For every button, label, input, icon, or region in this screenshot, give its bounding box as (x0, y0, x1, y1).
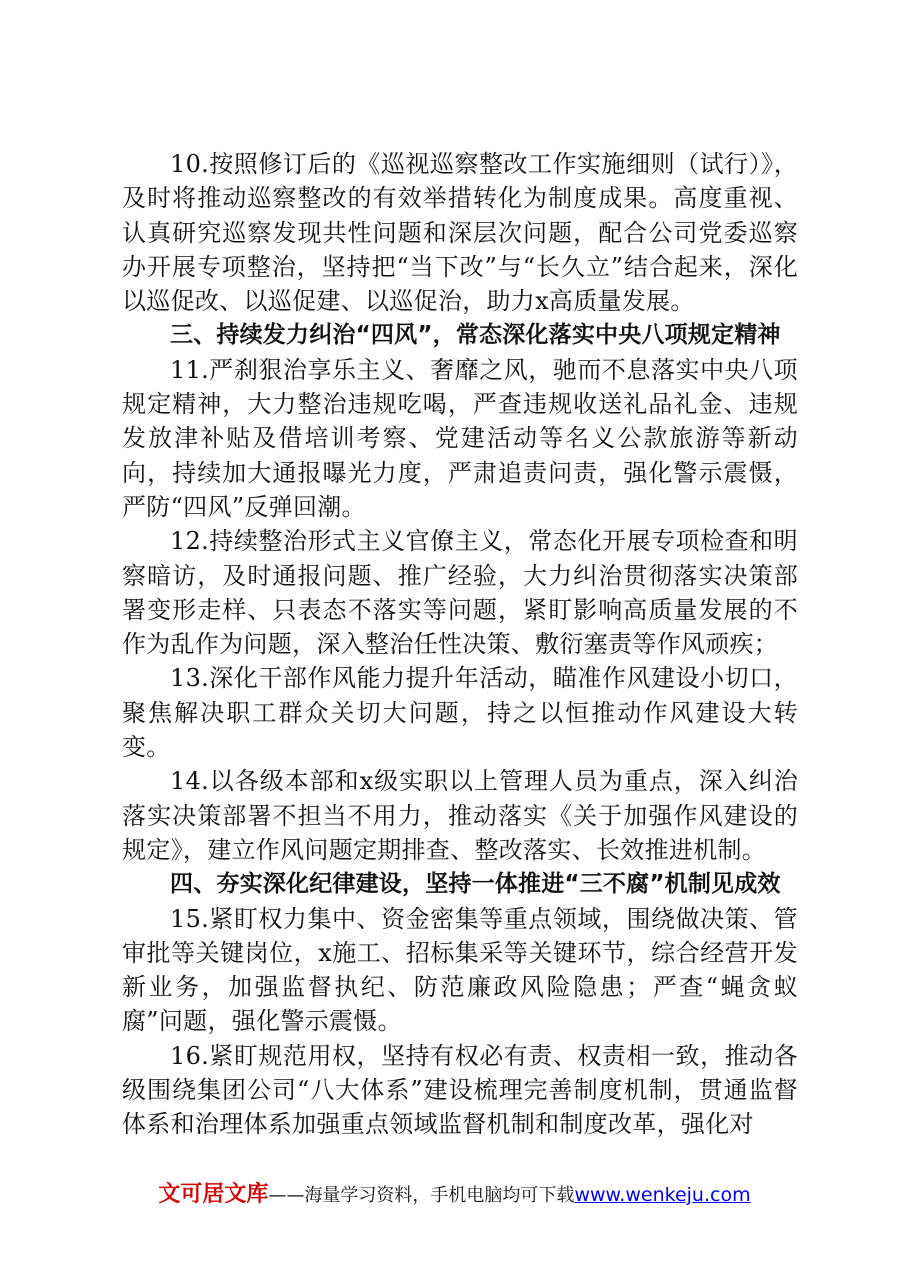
paragraph-13: 13.深化干部作风能力提升年活动，瞄准作风建设小切口，聚焦解决职工群众关切大问题，持之以恒推动作风建设大转变。 (122, 664, 798, 762)
paragraph-14: 14.以各级本部和x级实职以上管理人员为重点，深入纠治落实决策部署不担当不用力，推动落实《关于加强作风建设的规定》，建立作风问题定期排查、整改落实、长效推进机制。 (122, 767, 798, 864)
paragraph-12: 12.持续整治形式主义官僚主义，常态化开展专项检查和明察暗访，及时通报问题、推广经验，大力纠治贯彻落实决策部署变形走样、只表态不落实等问题，紧盯影响高质量发展的不作为乱作为问题，深入整治任性决策、敷衍塞责等作风顽疾； (122, 527, 798, 659)
footer-slogan: ——海量学习资料，手机电脑均可下载 (268, 1185, 575, 1206)
paragraph-16: 16.紧盯规范用权，坚持有权必有责、权责相一致，推动各级围绕集团公司“八大体系”建设梳理完善制度机制，贯通监督体系和治理体系加强重点领域监督机制和制度改革，强化对 (122, 1041, 798, 1139)
document-body (122, 147, 798, 1142)
site-link[interactable]: www.wenkeju.com (574, 1184, 751, 1206)
section-heading-3: 三、持续发力纠治“四风”，常态深化落实中央八项规定精神 (170, 322, 781, 349)
watermark-footer (0, 1180, 909, 1211)
paragraph-15: 15.紧盯权力集中、资金密集等重点领域，围绕做决策、管审批等关键岗位，x施工、招标集采等关键环节，综合经营开发新业务，加强监督执纪、防范廉政风险隐患；严查“蝇贪蚁腐”问题，强化警示震慑。 (122, 904, 798, 1036)
paragraph-11: 11.严刹狠治享乐主义、奢靡之风，驰而不息落实中央八项规定精神，大力整治违规吃喝，严查违规收送礼品礼金、违规发放津补贴及借培训考察、党建活动等名义公款旅游等新动向，持续加大通报曝光力度，严肃追责问责，强化警示震慑，严防“四风”反弹回潮。 (122, 355, 798, 521)
paragraph-10: 10.按照修订后的《巡视巡察整改工作实施细则（试行）》，及时将推动巡察整改的有效举措转化为制度成果。高度重视、认真研究巡察发现共性问题和深层次问题，配合公司党委巡察办开展专项整治，坚持把“当下改”与“长久立”结合起来，深化以巡促改、以巡促建、以巡促治，助力x高质量发展。 (122, 150, 798, 316)
section-heading-4: 四、夯实深化纪律建设，坚持一体推进“三不腐”机制见成效 (170, 871, 781, 898)
brand-name: 文可居文库 (158, 1182, 269, 1207)
